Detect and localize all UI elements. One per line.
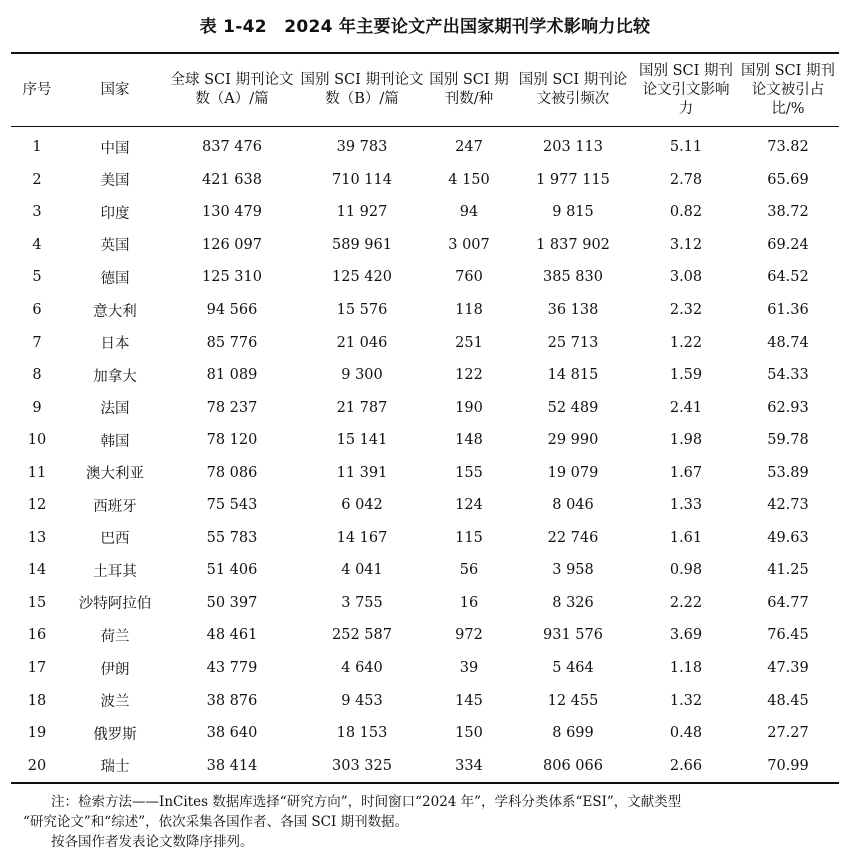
cell-country: 意大利 (93, 303, 137, 320)
cell-global-papers: 126 097 (202, 236, 262, 253)
cell-citation-impact: 1.22 (669, 334, 703, 351)
cell-journal-count: 150 (455, 725, 483, 742)
table-row (11, 652, 839, 685)
cell-country: 土耳其 (93, 563, 137, 580)
cell-journal-count: 115 (455, 529, 483, 546)
cell-national-papers: 21 046 (336, 334, 388, 351)
cell-global-papers: 837 476 (202, 139, 262, 156)
cell-journal-count: 251 (455, 334, 483, 351)
cell-national-papers: 4 041 (341, 562, 383, 579)
cell-citations: 52 489 (547, 399, 599, 416)
cell-journal-count: 16 (459, 594, 479, 611)
table-title: 表 1-42 2024 年主要论文产出国家期刊学术影响力比较 (199, 17, 651, 37)
cell-national-papers: 9 453 (341, 692, 383, 709)
cell-citations: 8 326 (552, 594, 594, 611)
table-row (11, 196, 839, 229)
cell-citation-impact: 0.82 (669, 204, 703, 221)
cell-cited-share: 42.73 (767, 497, 809, 514)
cell-citations: 203 113 (543, 139, 603, 156)
header-national-papers: 国别 SCI 期刊论文数（B）/篇 (300, 72, 424, 107)
cell-country: 德国 (100, 270, 130, 287)
table-row (11, 717, 839, 750)
cell-national-papers: 710 114 (332, 171, 392, 188)
cell-national-papers: 6 042 (341, 497, 383, 514)
cell-citations: 1 977 115 (536, 171, 610, 188)
cell-index: 12 (27, 497, 47, 514)
cell-citations: 1 837 902 (536, 236, 610, 253)
cell-cited-share: 61.36 (767, 302, 809, 318)
cell-country: 印度 (100, 205, 130, 222)
cell-country: 加拿大 (93, 368, 137, 385)
cell-citation-impact: 3.12 (669, 236, 703, 253)
header-global-papers: 全球 SCI 期刊论文数（A）/篇 (170, 72, 294, 107)
table-row (11, 359, 839, 392)
cell-global-papers: 78 086 (206, 464, 258, 481)
cell-citations: 29 990 (547, 432, 599, 449)
header-cited-share: 国别 SCI 期刊论文被引占比/% (741, 62, 835, 117)
cell-country: 日本 (100, 336, 130, 353)
cell-index: 6 (32, 302, 42, 318)
cell-national-papers: 14 167 (336, 529, 388, 546)
cell-national-papers: 252 587 (332, 627, 392, 644)
cell-citations: 36 138 (547, 302, 599, 318)
cell-journal-count: 247 (455, 139, 483, 156)
cell-citations: 806 066 (543, 757, 603, 774)
cell-country: 西班牙 (93, 498, 137, 515)
cell-cited-share: 73.82 (767, 139, 809, 156)
cell-global-papers: 94 566 (206, 302, 258, 318)
header-country: 国家 (100, 81, 130, 98)
cell-index: 13 (27, 529, 47, 546)
table-row (11, 424, 839, 457)
cell-citations: 931 576 (543, 627, 603, 644)
cell-journal-count: 145 (455, 692, 483, 709)
cell-journal-count: 3 007 (448, 236, 490, 253)
cell-country: 英国 (100, 238, 130, 255)
cell-cited-share: 27.27 (767, 725, 809, 742)
cell-national-papers: 3 755 (341, 594, 383, 611)
cell-index: 16 (27, 627, 47, 644)
table-row (11, 456, 839, 489)
cell-citation-impact: 2.32 (669, 302, 703, 318)
cell-national-papers: 9 300 (341, 367, 383, 384)
cell-citation-impact: 1.59 (669, 367, 703, 384)
cell-journal-count: 39 (459, 660, 479, 677)
cell-cited-share: 48.45 (767, 692, 809, 709)
cell-citation-impact: 1.32 (669, 692, 703, 709)
cell-index: 5 (32, 269, 42, 286)
cell-citation-impact: 1.18 (669, 660, 703, 677)
cell-index: 2 (32, 171, 42, 188)
cell-country: 韩国 (100, 433, 130, 450)
cell-global-papers: 38 414 (206, 757, 258, 774)
cell-country: 法国 (100, 401, 130, 418)
cell-cited-share: 49.63 (767, 529, 809, 546)
header-citations: 国别 SCI 期刊论文被引频次 (518, 72, 628, 107)
cell-global-papers: 48 461 (206, 627, 258, 644)
header-journal-count: 国别 SCI 期刊数/种 (429, 72, 509, 107)
cell-global-papers: 55 783 (206, 529, 258, 546)
table-body (11, 127, 839, 783)
cell-global-papers: 125 310 (202, 269, 262, 286)
cell-cited-share: 53.89 (767, 464, 809, 481)
cell-cited-share: 54.33 (767, 367, 809, 384)
table-row (11, 489, 839, 522)
cell-index: 18 (27, 692, 47, 709)
cell-citations: 8 046 (552, 497, 594, 514)
cell-global-papers: 38 876 (206, 692, 258, 709)
cell-national-papers: 11 927 (336, 204, 388, 221)
cell-citation-impact: 3.08 (669, 269, 703, 286)
cell-global-papers: 38 640 (206, 725, 258, 742)
cell-journal-count: 972 (455, 627, 483, 644)
cell-cited-share: 76.45 (767, 627, 809, 644)
cell-citation-impact: 0.48 (669, 725, 703, 742)
table-row (11, 127, 839, 164)
cell-index: 3 (32, 204, 42, 221)
table-row (11, 587, 839, 620)
cell-national-papers: 15 141 (336, 432, 388, 449)
cell-citations: 385 830 (543, 269, 603, 286)
cell-cited-share: 47.39 (767, 660, 809, 677)
cell-country: 瑞士 (100, 759, 130, 776)
cell-global-papers: 50 397 (206, 594, 258, 611)
cell-journal-count: 94 (459, 204, 479, 221)
note-line-2: “研究论文”和“综述”，依次采集各国作者、各国 SCI 期刊数据。 (23, 813, 409, 830)
table-row (11, 164, 839, 197)
cell-citation-impact: 3.69 (669, 627, 703, 644)
table-row (11, 294, 839, 327)
cell-national-papers: 21 787 (336, 399, 388, 416)
cell-country: 沙特阿拉伯 (78, 596, 152, 613)
cell-citation-impact: 0.98 (669, 562, 703, 579)
cell-index: 8 (32, 367, 42, 384)
cell-national-papers: 18 153 (336, 725, 388, 742)
cell-index: 17 (27, 660, 47, 677)
note-line-3: 按各国作者发表论文数降序排列。 (51, 833, 254, 850)
cell-global-papers: 75 543 (206, 497, 258, 514)
cell-citations: 3 958 (552, 562, 594, 579)
cell-citation-impact: 5.11 (669, 139, 703, 156)
cell-cited-share: 64.77 (767, 594, 809, 611)
cell-national-papers: 11 391 (336, 464, 388, 481)
table-note (11, 792, 839, 852)
note-line-1: 注：检索方法——InCites 数据库选择“研究方向”，时间窗口“2024 年”，学科分类体系“ESI”，文献类型 (51, 793, 682, 810)
cell-country: 荷兰 (100, 628, 130, 645)
table-row (11, 749, 839, 783)
cell-cited-share: 48.74 (767, 334, 809, 351)
cell-cited-share: 70.99 (767, 757, 809, 774)
cell-citation-impact: 1.67 (669, 464, 703, 481)
cell-journal-count: 118 (455, 302, 483, 318)
cell-index: 14 (27, 562, 47, 579)
cell-citations: 22 746 (547, 529, 599, 546)
cell-global-papers: 78 120 (206, 432, 258, 449)
cell-country: 波兰 (100, 694, 130, 711)
cell-global-papers: 51 406 (206, 562, 258, 579)
cell-country: 中国 (100, 140, 130, 157)
cell-citations: 12 455 (547, 692, 599, 709)
cell-country: 巴西 (100, 531, 130, 548)
cell-global-papers: 81 089 (206, 367, 258, 384)
cell-citation-impact: 2.78 (669, 171, 703, 188)
cell-citation-impact: 1.33 (669, 497, 703, 514)
table-row (11, 619, 839, 652)
cell-journal-count: 190 (455, 399, 483, 416)
cell-global-papers: 421 638 (202, 171, 262, 188)
cell-citation-impact: 2.22 (669, 594, 703, 611)
cell-country: 伊朗 (100, 661, 130, 678)
cell-index: 4 (32, 236, 42, 253)
table-row (11, 229, 839, 262)
cell-journal-count: 155 (455, 464, 483, 481)
table-row (11, 522, 839, 555)
cell-index: 19 (27, 725, 47, 742)
cell-cited-share: 38.72 (767, 204, 809, 221)
cell-index: 11 (27, 464, 47, 481)
header-citation-impact: 国别 SCI 期刊论文引文影响力 (639, 62, 733, 117)
cell-global-papers: 43 779 (206, 660, 258, 677)
cell-citations: 9 815 (552, 204, 594, 221)
table-row (11, 684, 839, 717)
cell-citation-impact: 1.61 (669, 529, 703, 546)
cell-journal-count: 760 (455, 269, 483, 286)
cell-cited-share: 62.93 (767, 399, 809, 416)
cell-journal-count: 334 (455, 757, 483, 774)
cell-citations: 19 079 (547, 464, 599, 481)
cell-index: 20 (27, 757, 47, 774)
table-header-row (11, 53, 839, 127)
cell-cited-share: 69.24 (767, 236, 809, 253)
table-row (11, 391, 839, 424)
cell-national-papers: 589 961 (332, 236, 392, 253)
cell-journal-count: 56 (459, 562, 479, 579)
cell-global-papers: 78 237 (206, 399, 258, 416)
table-row (11, 326, 839, 359)
cell-global-papers: 85 776 (206, 334, 258, 351)
cell-index: 9 (32, 399, 42, 416)
cell-cited-share: 65.69 (767, 171, 809, 188)
cell-national-papers: 39 783 (336, 139, 388, 156)
cell-citations: 5 464 (552, 660, 594, 677)
cell-cited-share: 41.25 (767, 562, 809, 579)
cell-index: 7 (32, 334, 42, 351)
cell-index: 1 (32, 139, 42, 156)
cell-national-papers: 125 420 (332, 269, 392, 286)
cell-journal-count: 124 (455, 497, 483, 514)
header-index: 序号 (22, 81, 52, 98)
cell-citations: 25 713 (547, 334, 599, 351)
cell-citation-impact: 2.41 (669, 399, 703, 416)
cell-national-papers: 303 325 (332, 757, 392, 774)
cell-citations: 8 699 (552, 725, 594, 742)
cell-citation-impact: 2.66 (669, 757, 703, 774)
cell-citations: 14 815 (547, 367, 599, 384)
cell-journal-count: 148 (455, 432, 483, 449)
cell-national-papers: 4 640 (341, 660, 383, 677)
cell-index: 10 (27, 432, 47, 449)
cell-country: 美国 (100, 173, 130, 190)
cell-cited-share: 64.52 (767, 269, 809, 286)
cell-index: 15 (27, 594, 47, 611)
cell-global-papers: 130 479 (202, 204, 262, 221)
table-row (11, 261, 839, 294)
table-row (11, 554, 839, 587)
cell-citation-impact: 1.98 (669, 432, 703, 449)
cell-country: 俄罗斯 (93, 726, 137, 743)
comparison-table (11, 52, 839, 784)
cell-cited-share: 59.78 (767, 432, 809, 449)
cell-journal-count: 4 150 (448, 171, 490, 188)
cell-national-papers: 15 576 (336, 302, 388, 318)
cell-country: 澳大利亚 (86, 466, 144, 483)
cell-journal-count: 122 (455, 367, 483, 384)
